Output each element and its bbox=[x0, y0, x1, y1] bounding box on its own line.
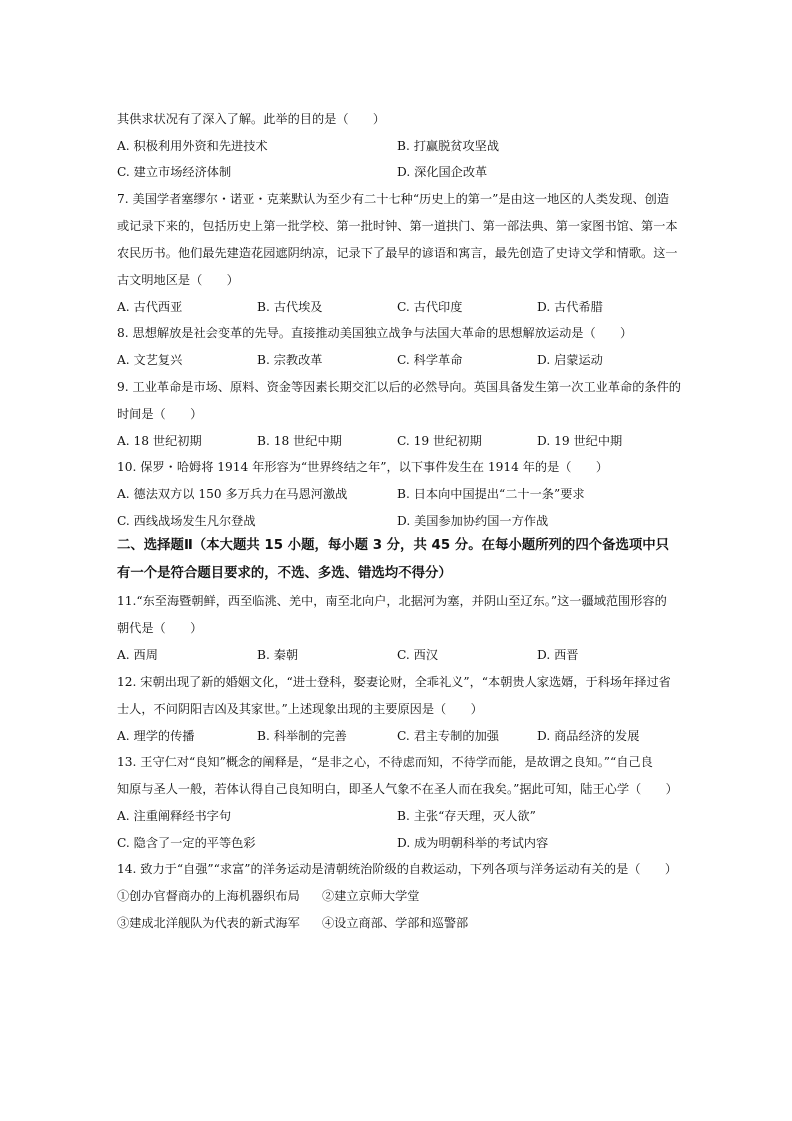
q9-option-b: B. 18 世纪中期 bbox=[257, 434, 342, 448]
q13-option-b: B. 主张“存天理，灭人欲” bbox=[397, 809, 536, 823]
q10-option-b: B. 日本向中国提出“二十一条”要求 bbox=[397, 487, 585, 501]
q14-item: ④设立商部、学部和巡警部 bbox=[322, 916, 469, 930]
q8-option-b: B. 宗教改革 bbox=[257, 353, 323, 367]
q12-stem-line: 士人，不问阴阳吉凶及其家世。”上述现象出现的主要原因是（ ） bbox=[117, 702, 483, 716]
q7-option-c: C. 古代印度 bbox=[397, 300, 463, 314]
q11-option-b: B. 秦朝 bbox=[257, 648, 299, 662]
q6-stem: 其供求状况有了深入了解。此举的目的是（ ） bbox=[117, 112, 386, 126]
q13-option-c: C. 隐含了一定的平等色彩 bbox=[117, 836, 256, 850]
q11-stem-line: 朝代是（ ） bbox=[117, 621, 203, 635]
q12-option-c: C. 君主专制的加强 bbox=[397, 729, 499, 743]
q10-option-a: A. 德法双方以 150 多万兵力在马恩河激战 bbox=[117, 487, 348, 501]
q11-option-d: D. 西晋 bbox=[537, 648, 579, 662]
q14-stem: 14. 致力于“自强”“求富”的洋务运动是清朝统治阶级的自救运动，下列各项与洋务运动有关的是（ ） bbox=[117, 862, 678, 876]
q9-option-a: A. 18 世纪初期 bbox=[117, 434, 202, 448]
q14-item: ①创办官督商办的上海机器织布局 bbox=[117, 889, 300, 903]
q11-option-c: C. 西汉 bbox=[397, 648, 439, 662]
q8-option-d: D. 启蒙运动 bbox=[537, 353, 603, 367]
q7-stem-line: 7. 美国学者塞缪尔・诺亚・克莱默认为至少有二十七种“历史上的第一”是由这一地区的人类发现、创造 bbox=[117, 192, 670, 206]
q11-stem-line: 11.“东至海暨朝鲜，西至临洮、羌中，南至北向户，北据河为塞，并阴山至辽东。”这一疆域范围形容的 bbox=[117, 594, 667, 608]
q10-option-c: C. 西线战场发生凡尔登战 bbox=[117, 514, 256, 528]
q13-option-d: D. 成为明朝科举的考试内容 bbox=[397, 836, 549, 850]
q9-stem-line: 时间是（ ） bbox=[117, 407, 203, 421]
q13-stem-line: 知原与圣人一般，若体认得自己良知明白，即圣人气象不在圣人而在我矣。”据此可知，陆王心学（ ） bbox=[117, 782, 678, 796]
q7-stem-line: 农民历书。他们最先建造花园遮阴纳凉，记录下了最早的谚语和寓言，最先创造了史诗文学和情歌。这一 bbox=[117, 246, 678, 260]
q9-stem-line: 9. 工业革命是市场、原料、资金等因素长期交汇以后的必然导向。英国具备发生第一次工业革命的条件的 bbox=[117, 380, 681, 394]
q12-option-b: B. 科举制的完善 bbox=[257, 729, 347, 743]
q12-stem-line: 12. 宋朝出现了新的婚姻文化，“进士登科，娶妻论财，全乖礼义”，“本朝贵人家选婿，于科场年择过省 bbox=[117, 675, 671, 689]
q13-option-a: A. 注重阐释经书字句 bbox=[117, 809, 232, 823]
section-heading: 二、选择题Ⅱ（本大题共 15 小题，每小题 3 分，共 45 分。在每小题所列的四个备选项中只 bbox=[117, 538, 670, 553]
q8-stem: 8. 思想解放是社会变革的先导。直接推动美国独立战争与法国大革命的思想解放运动是（ ） bbox=[117, 326, 633, 340]
q8-option-c: C. 科学革命 bbox=[397, 353, 463, 367]
q9-option-c: C. 19 世纪初期 bbox=[397, 434, 482, 448]
q14-item: ②建立京师大学堂 bbox=[322, 889, 420, 903]
q7-option-d: D. 古代希腊 bbox=[537, 300, 603, 314]
q10-option-d: D. 美国参加协约国一方作战 bbox=[397, 514, 549, 528]
q7-stem-line: 或记录下来的，包括历史上第一批学校、第一批时钟、第一道拱门、第一部法典、第一家图书馆、第一本 bbox=[117, 219, 678, 233]
q6-option-a: A. 积极利用外资和先进技术 bbox=[117, 139, 268, 153]
q8-option-a: A. 文艺复兴 bbox=[117, 353, 183, 367]
section-heading: 有一个是符合题目要求的，不选、多选、错选均不得分） bbox=[117, 566, 452, 581]
q6-option-b: B. 打赢脱贫攻坚战 bbox=[397, 139, 500, 153]
q7-option-b: B. 古代埃及 bbox=[257, 300, 323, 314]
q12-option-a: A. 理学的传播 bbox=[117, 729, 195, 743]
q10-stem: 10. 保罗・哈姆将 1914 年形容为“世界终结之年”，以下事件发生在 1914 年的是（ ） bbox=[117, 460, 609, 474]
q7-option-a: A. 古代西亚 bbox=[117, 300, 183, 314]
q14-item: ③建成北洋舰队为代表的新式海军 bbox=[117, 916, 300, 930]
q6-option-d: D. 深化国企改革 bbox=[397, 165, 488, 179]
q7-stem-line: 古文明地区是（ ） bbox=[117, 273, 239, 287]
q9-option-d: D. 19 世纪中期 bbox=[537, 434, 623, 448]
q13-stem-line: 13. 王守仁对“良知”概念的阐释是，“是非之心，不待虑而知，不待学而能，是故谓之良知。”“自己良 bbox=[117, 755, 653, 769]
q11-option-a: A. 西周 bbox=[117, 648, 158, 662]
q6-option-c: C. 建立市场经济体制 bbox=[117, 165, 232, 179]
q12-option-d: D. 商品经济的发展 bbox=[537, 729, 640, 743]
